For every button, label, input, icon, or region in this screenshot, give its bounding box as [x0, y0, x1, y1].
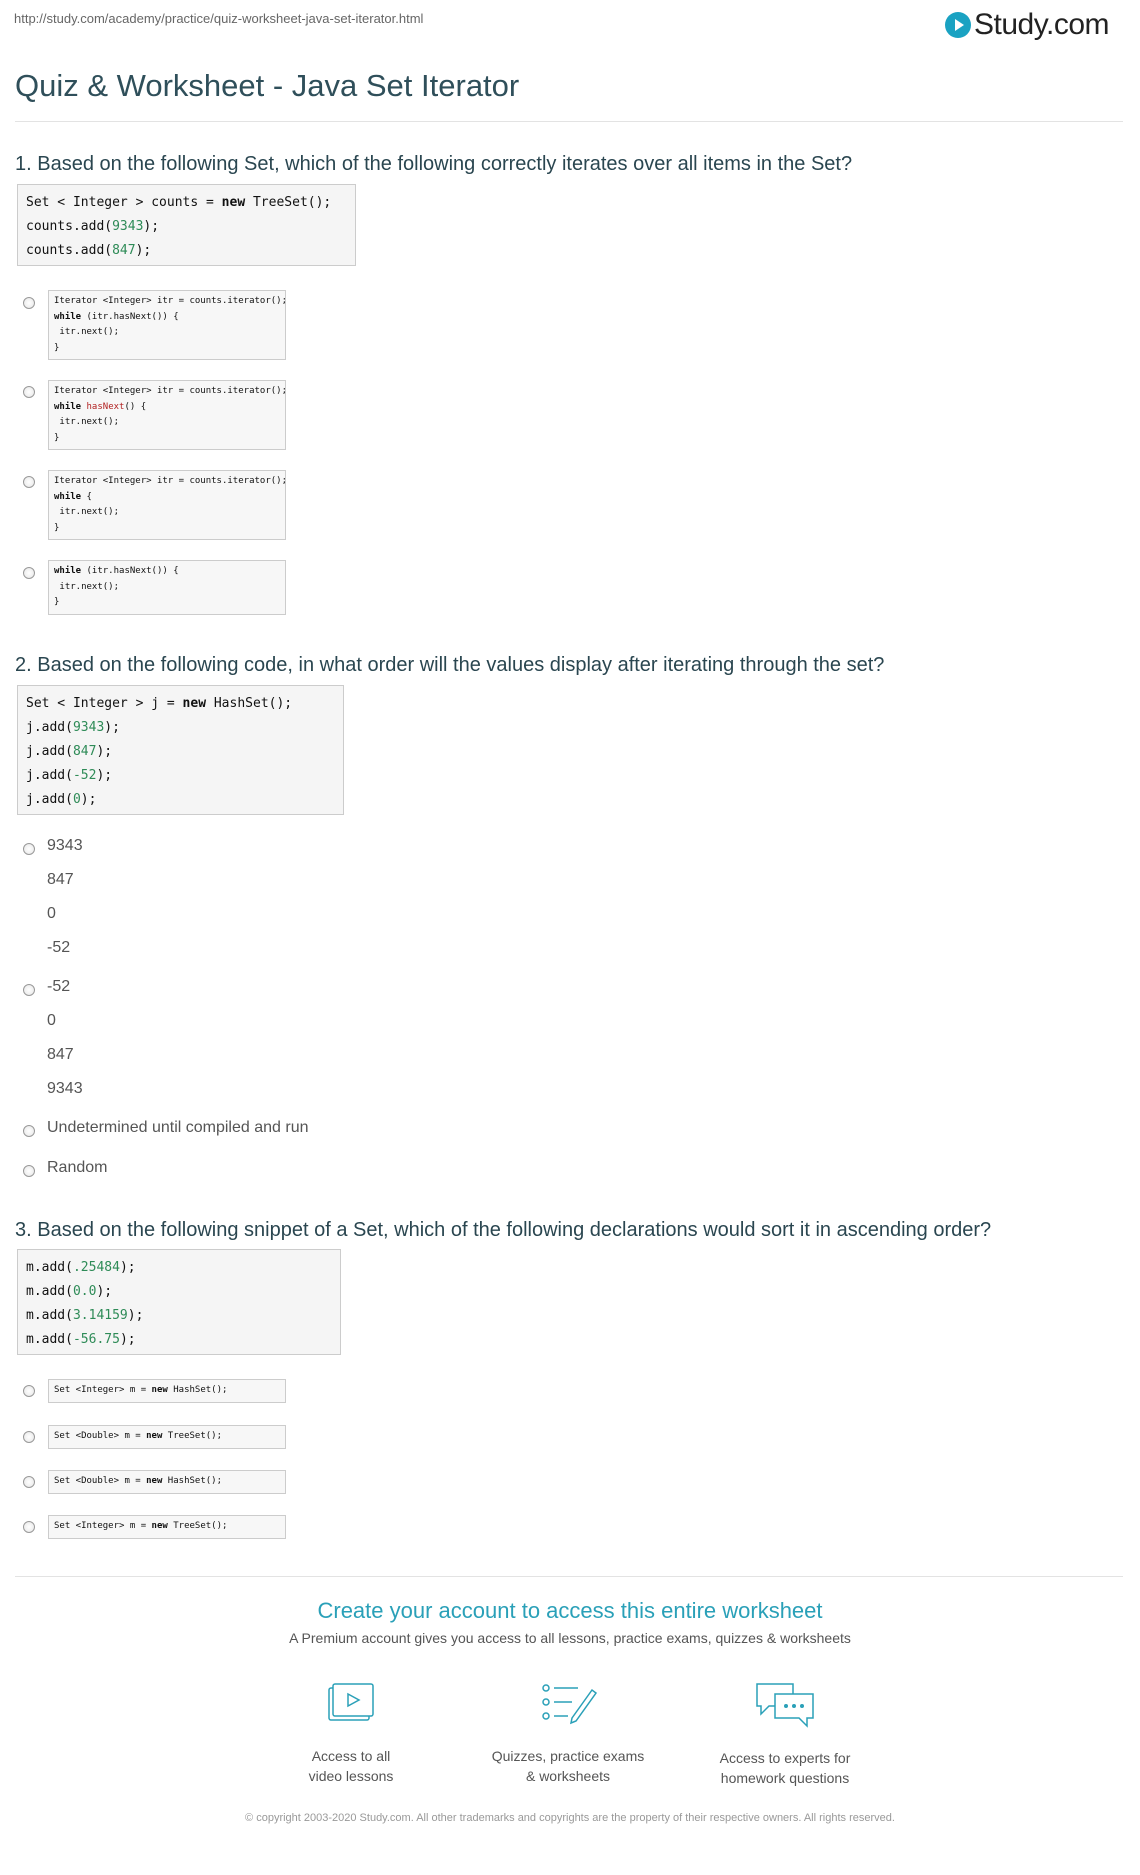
feature-label: video lessons	[308, 1768, 394, 1784]
cta-title[interactable]: Create your account to access this entire worksheet	[317, 1598, 823, 1623]
code-line: itr.next();	[54, 327, 120, 337]
answer-text: 0	[47, 905, 56, 922]
answer-radio[interactable]	[23, 567, 35, 579]
answer-radio[interactable]	[23, 1476, 35, 1488]
answer-radio[interactable]	[23, 476, 35, 488]
code-line: while (itr.hasNext()) {	[54, 566, 179, 576]
answer-1b-code	[48, 380, 286, 450]
code-line: }	[54, 342, 60, 353]
answer-radio[interactable]	[23, 386, 35, 398]
code-line: Set <Double> m = new TreeSet();	[54, 1431, 222, 1441]
code-line: Set < Integer > counts = new TreeSet();	[26, 195, 332, 210]
question-3-code	[17, 1249, 341, 1355]
feature-label: Access to all	[311, 1748, 391, 1764]
feature-label: Access to experts for	[719, 1750, 851, 1766]
question-1-code	[17, 184, 356, 266]
answer-1a-code	[48, 290, 286, 360]
code-line: while {	[54, 491, 92, 502]
answer-1d-code	[48, 560, 286, 615]
answer-3d-code	[48, 1515, 286, 1539]
answer-radio[interactable]	[23, 1521, 35, 1533]
answer-text: Random	[47, 1159, 108, 1176]
question-2-code	[17, 685, 344, 815]
feature-quizzes	[473, 1680, 663, 1786]
code-line: }	[54, 522, 60, 533]
code-line: itr.next();	[54, 507, 120, 517]
answer-radio[interactable]	[23, 1385, 35, 1397]
answer-1c-code	[48, 470, 286, 540]
answer-text: Undetermined until compiled and run	[47, 1119, 309, 1136]
copyright: © copyright 2003-2020 Study.com. All other trademarks and copyrights are the property of their respective owners. All rights reserved.	[245, 1812, 895, 1824]
answer-text: -52	[47, 978, 71, 995]
feature-label: & worksheets	[525, 1768, 611, 1784]
code-line: }	[54, 597, 60, 607]
code-line: m.add(3.14159);	[26, 1308, 144, 1323]
feature-label: Quizzes, practice exams	[491, 1748, 645, 1764]
page-url: http://study.com/academy/practice/quiz-worksheet-java-set-iterator.html	[14, 11, 424, 26]
code-line: counts.add(847);	[26, 243, 152, 258]
answer-text: 9343	[47, 837, 83, 854]
divider	[15, 121, 1123, 122]
question-2-title: 2. Based on the following code, in what order will the values display after iterating through the set?	[15, 654, 885, 676]
code-line: Iterator <Integer> itr = counts.iterator();	[54, 296, 287, 306]
feature-label: homework questions	[720, 1770, 850, 1786]
expert-chat-icon	[753, 1680, 817, 1730]
logo-text: Study.com	[974, 8, 1109, 41]
code-line: j.add(9343);	[26, 720, 120, 735]
answer-radio[interactable]	[23, 843, 35, 855]
page-title: Quiz & Worksheet - Java Set Iterator	[15, 68, 520, 103]
answer-radio[interactable]	[23, 297, 35, 309]
answer-text: 847	[47, 871, 74, 888]
code-line: Set <Integer> m = new TreeSet();	[54, 1521, 228, 1531]
cta-subtitle: A Premium account gives you access to all lessons, practice exams, quizzes & worksheets	[289, 1630, 851, 1646]
code-line: counts.add(9343);	[26, 219, 160, 234]
code-line: }	[54, 432, 60, 443]
answer-text: -52	[47, 939, 71, 956]
code-line: Set <Double> m = new HashSet();	[54, 1476, 222, 1486]
answer-3a-code	[48, 1379, 286, 1403]
code-line: itr.next();	[54, 581, 120, 592]
code-line: Iterator <Integer> itr = counts.iterator();	[54, 476, 287, 486]
divider	[15, 1576, 1123, 1577]
code-line: j.add(-52);	[26, 768, 113, 783]
code-line: while (itr.hasNext()) {	[54, 311, 179, 322]
answer-text: 0	[47, 1012, 56, 1029]
quiz-checklist-icon	[538, 1680, 598, 1728]
code-line: j.add(847);	[26, 744, 113, 759]
code-line: Iterator <Integer> itr = counts.iterator();	[54, 386, 287, 396]
code-line: m.add(-56.75);	[26, 1332, 136, 1347]
video-lesson-icon	[323, 1680, 379, 1728]
answer-text: 9343	[47, 1080, 83, 1097]
answer-radio[interactable]	[23, 1125, 35, 1137]
feature-video-lessons	[256, 1680, 446, 1786]
question-3-title: 3. Based on the following snippet of a Set, which of the following declarations would sort it in ascending order?	[15, 1219, 992, 1241]
play-icon	[945, 12, 971, 38]
answer-radio[interactable]	[23, 984, 35, 996]
answer-3c-code	[48, 1470, 286, 1494]
code-line: Set < Integer > j = new HashSet();	[26, 696, 293, 711]
code-line: itr.next();	[54, 417, 120, 427]
answer-radio[interactable]	[23, 1165, 35, 1177]
code-line: while hasNext() {	[54, 401, 147, 412]
code-line: Set <Integer> m = new HashSet();	[54, 1385, 228, 1395]
answer-radio[interactable]	[23, 1431, 35, 1443]
code-line: m.add(.25484);	[26, 1260, 136, 1275]
code-line: j.add(0);	[26, 792, 97, 807]
question-1-title: 1. Based on the following Set, which of the following correctly iterates over all items in the Set?	[15, 153, 853, 175]
code-line: m.add(0.0);	[26, 1284, 113, 1299]
feature-experts	[690, 1680, 880, 1788]
study-logo[interactable]	[945, 8, 1109, 42]
answer-3b-code	[48, 1425, 286, 1449]
answer-text: 847	[47, 1046, 74, 1063]
